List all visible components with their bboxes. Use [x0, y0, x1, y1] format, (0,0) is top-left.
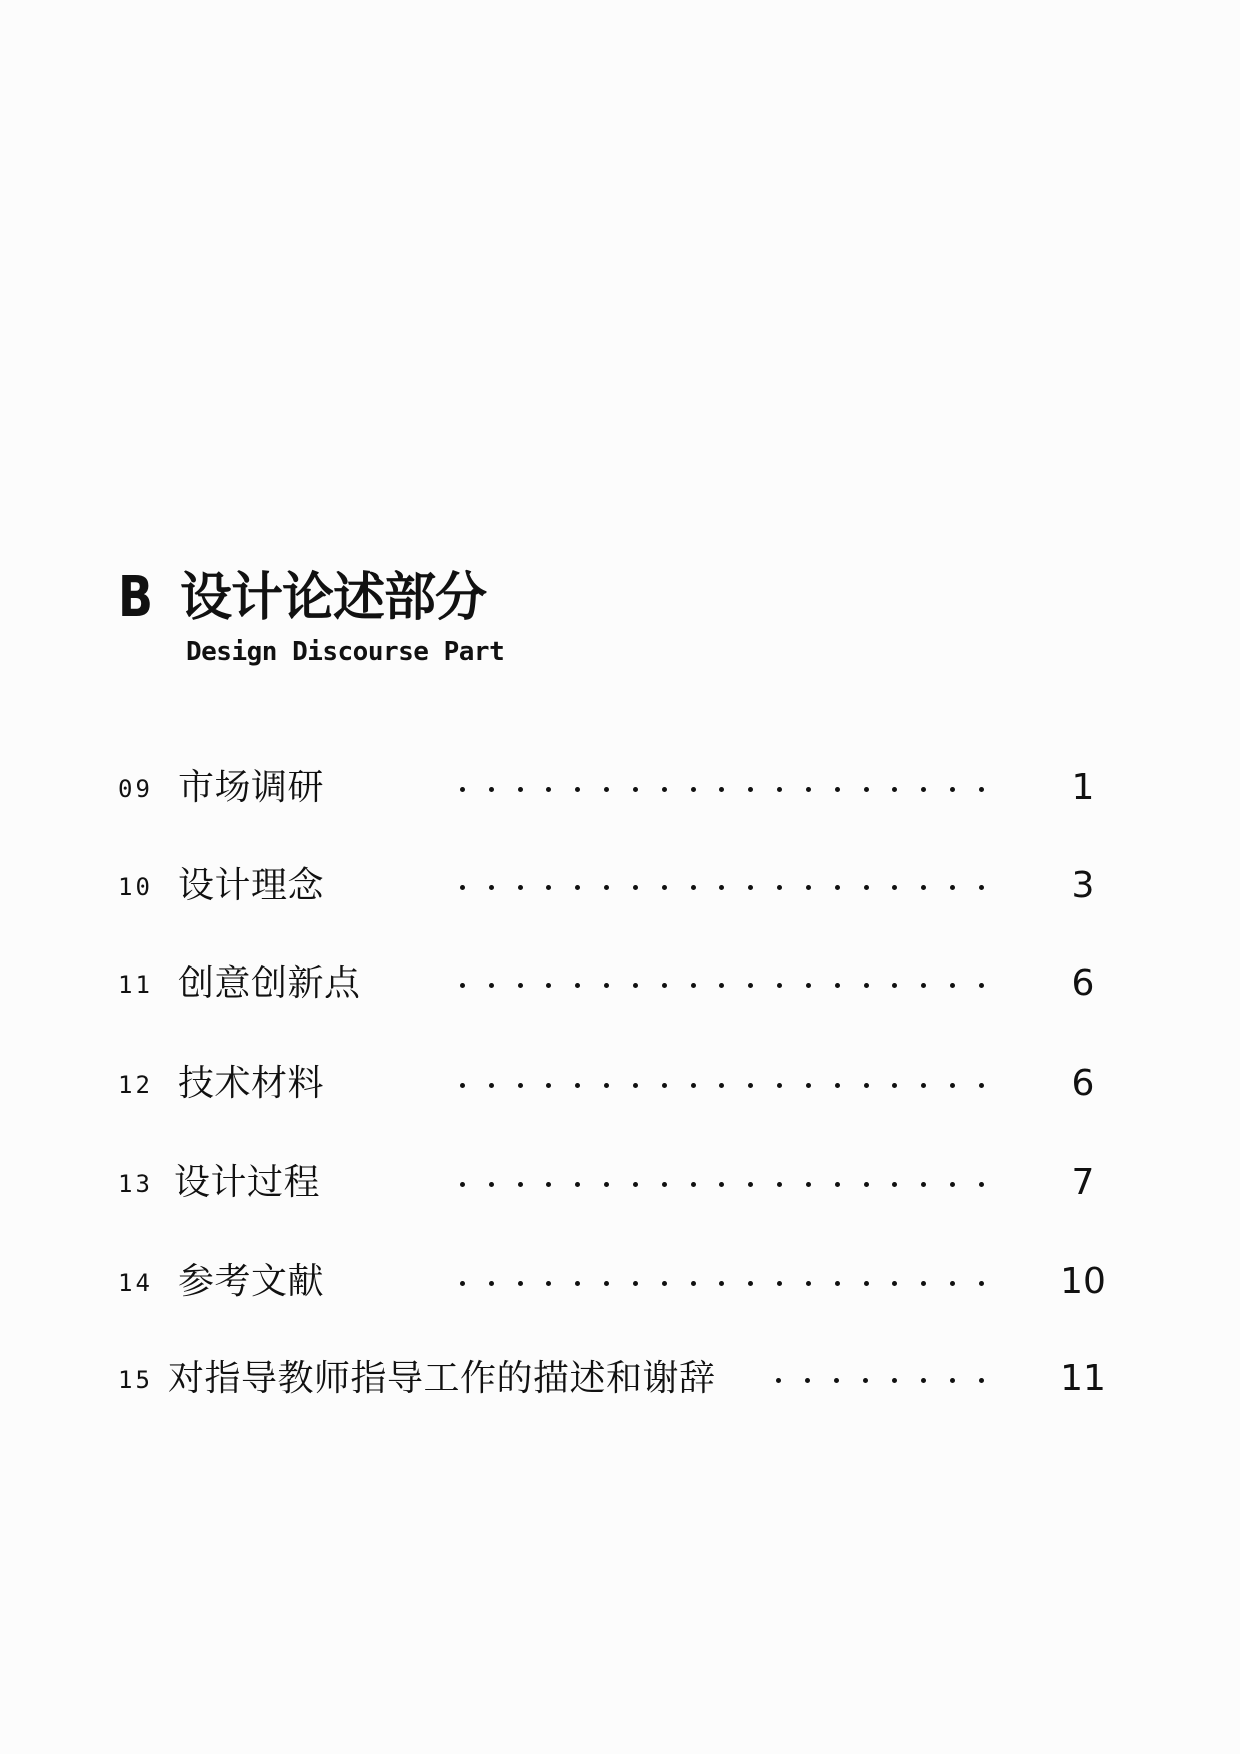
- section-letter: B: [118, 565, 154, 630]
- leader-dot: [979, 1378, 984, 1383]
- leader-dot: [979, 1281, 984, 1286]
- leader-dot: [777, 1281, 782, 1286]
- leader-dot: [748, 1182, 753, 1187]
- leader-dot: [979, 983, 984, 988]
- leader-dot: [546, 1281, 551, 1286]
- leader-dot: [662, 983, 667, 988]
- toc-row[interactable]: [118, 1055, 1128, 1115]
- leader-dot: [575, 1281, 580, 1286]
- leader-dot: [691, 787, 696, 792]
- toc-title: 创意创新点: [178, 963, 361, 1004]
- leader-dot: [633, 787, 638, 792]
- leader-dot: [518, 983, 523, 988]
- leader-dot: [805, 1378, 810, 1383]
- leader-dot: [546, 885, 551, 890]
- leader-dot: [892, 1281, 897, 1286]
- leader-dot: [604, 885, 609, 890]
- leader-dot: [921, 787, 926, 792]
- leader-dot: [546, 983, 551, 988]
- leader-dot: [806, 1182, 811, 1187]
- leader-dot: [892, 1083, 897, 1088]
- leader-dot: [835, 787, 840, 792]
- leader-dot: [489, 983, 494, 988]
- leader-dot: [921, 1083, 926, 1088]
- leader-dot: [460, 1281, 465, 1286]
- toc-page-number: 1: [1071, 767, 1095, 808]
- leader-dot: [835, 983, 840, 988]
- toc-page-number: 6: [1071, 963, 1095, 1004]
- leader-dot: [662, 1182, 667, 1187]
- leader-dot: [719, 1281, 724, 1286]
- leader-dot: [719, 1182, 724, 1187]
- leader-dot: [719, 1083, 724, 1088]
- toc-leader-dots: [776, 1360, 984, 1400]
- leader-dot: [575, 787, 580, 792]
- toc-title: 设计理念: [178, 865, 325, 906]
- leader-dot: [806, 1281, 811, 1286]
- leader-dot: [835, 885, 840, 890]
- leader-dot: [662, 885, 667, 890]
- leader-dot: [777, 787, 782, 792]
- leader-dot: [835, 1083, 840, 1088]
- leader-dot: [460, 885, 465, 890]
- toc-page-number: 11: [1060, 1358, 1106, 1399]
- leader-dot: [921, 1182, 926, 1187]
- leader-dot: [979, 1083, 984, 1088]
- leader-dot: [691, 885, 696, 890]
- leader-dot: [518, 1281, 523, 1286]
- toc-leader-dots: [460, 1164, 984, 1204]
- toc-row[interactable]: [118, 1253, 1128, 1313]
- leader-dot: [662, 1281, 667, 1286]
- leader-dot: [950, 1182, 955, 1187]
- toc-number: 14: [118, 1269, 153, 1297]
- leader-dot: [662, 787, 667, 792]
- leader-dot: [575, 885, 580, 890]
- toc-number: 15: [118, 1366, 153, 1394]
- leader-dot: [921, 1378, 926, 1383]
- toc-title: 参考文献: [178, 1261, 325, 1302]
- table-of-contents: [118, 0, 1128, 1754]
- toc-row[interactable]: [118, 955, 1128, 1015]
- leader-dot: [979, 885, 984, 890]
- leader-dot: [691, 1083, 696, 1088]
- leader-dot: [806, 983, 811, 988]
- leader-dot: [546, 1182, 551, 1187]
- toc-leader-dots: [460, 965, 984, 1005]
- leader-dot: [633, 983, 638, 988]
- leader-dot: [489, 787, 494, 792]
- toc-number: 12: [118, 1071, 153, 1099]
- leader-dot: [950, 885, 955, 890]
- leader-dot: [604, 787, 609, 792]
- leader-dot: [460, 1182, 465, 1187]
- leader-dot: [777, 983, 782, 988]
- leader-dot: [892, 787, 897, 792]
- leader-dot: [950, 787, 955, 792]
- section-title: 设计论述部分: [180, 568, 487, 628]
- leader-dot: [633, 1083, 638, 1088]
- toc-number: 09: [118, 775, 153, 803]
- leader-dot: [892, 1182, 897, 1187]
- leader-dot: [633, 1182, 638, 1187]
- leader-dot: [748, 787, 753, 792]
- leader-dot: [921, 983, 926, 988]
- leader-dot: [748, 1281, 753, 1286]
- section-subtitle: Design Discourse Part: [186, 637, 505, 667]
- leader-dot: [864, 787, 869, 792]
- leader-dot: [777, 885, 782, 890]
- toc-leader-dots: [460, 769, 984, 809]
- leader-dot: [691, 1182, 696, 1187]
- leader-dot: [489, 885, 494, 890]
- leader-dot: [518, 1083, 523, 1088]
- leader-dot: [604, 1281, 609, 1286]
- leader-dot: [777, 1083, 782, 1088]
- toc-title: 对指导教师指导工作的描述和谢辞: [168, 1358, 716, 1399]
- toc-row[interactable]: [118, 1350, 1128, 1410]
- leader-dot: [748, 885, 753, 890]
- leader-dot: [489, 1083, 494, 1088]
- leader-dot: [662, 1083, 667, 1088]
- leader-dot: [604, 983, 609, 988]
- leader-dot: [834, 1378, 839, 1383]
- toc-row[interactable]: [118, 1154, 1128, 1214]
- toc-page-number: 10: [1060, 1261, 1106, 1302]
- leader-dot: [835, 1182, 840, 1187]
- leader-dot: [835, 1281, 840, 1286]
- leader-dot: [691, 983, 696, 988]
- leader-dot: [489, 1281, 494, 1286]
- leader-dot: [863, 1378, 868, 1383]
- leader-dot: [460, 787, 465, 792]
- leader-dot: [921, 885, 926, 890]
- toc-leader-dots: [460, 1263, 984, 1303]
- leader-dot: [892, 1378, 897, 1383]
- toc-number: 10: [118, 873, 153, 901]
- leader-dot: [979, 787, 984, 792]
- toc-title: 技术材料: [178, 1063, 325, 1104]
- leader-dot: [719, 787, 724, 792]
- leader-dot: [892, 885, 897, 890]
- leader-dot: [518, 1182, 523, 1187]
- leader-dot: [633, 1281, 638, 1286]
- leader-dot: [748, 1083, 753, 1088]
- toc-leader-dots: [460, 1065, 984, 1105]
- leader-dot: [719, 983, 724, 988]
- leader-dot: [604, 1083, 609, 1088]
- toc-page-number: 3: [1071, 865, 1095, 906]
- leader-dot: [864, 1182, 869, 1187]
- toc-page-number: 7: [1071, 1162, 1095, 1203]
- leader-dot: [979, 1182, 984, 1187]
- leader-dot: [950, 1083, 955, 1088]
- toc-page-number: 6: [1071, 1063, 1095, 1104]
- leader-dot: [518, 787, 523, 792]
- leader-dot: [864, 1083, 869, 1088]
- leader-dot: [921, 1281, 926, 1286]
- leader-dot: [633, 885, 638, 890]
- leader-dot: [460, 1083, 465, 1088]
- leader-dot: [950, 1281, 955, 1286]
- toc-title: 设计过程: [174, 1162, 321, 1203]
- leader-dot: [575, 1083, 580, 1088]
- leader-dot: [518, 885, 523, 890]
- toc-row[interactable]: [118, 759, 1128, 819]
- leader-dot: [546, 787, 551, 792]
- leader-dot: [892, 983, 897, 988]
- leader-dot: [950, 983, 955, 988]
- leader-dot: [691, 1281, 696, 1286]
- toc-number: 13: [118, 1170, 153, 1198]
- leader-dot: [864, 1281, 869, 1286]
- leader-dot: [460, 983, 465, 988]
- leader-dot: [546, 1083, 551, 1088]
- leader-dot: [575, 983, 580, 988]
- toc-row[interactable]: [118, 857, 1128, 917]
- leader-dot: [806, 787, 811, 792]
- leader-dot: [748, 983, 753, 988]
- leader-dot: [719, 885, 724, 890]
- leader-dot: [575, 1182, 580, 1187]
- leader-dot: [806, 885, 811, 890]
- leader-dot: [777, 1182, 782, 1187]
- leader-dot: [806, 1083, 811, 1088]
- leader-dot: [950, 1378, 955, 1383]
- toc-leader-dots: [460, 867, 984, 907]
- toc-title: 市场调研: [178, 767, 325, 808]
- leader-dot: [864, 983, 869, 988]
- leader-dot: [776, 1378, 781, 1383]
- toc-number: 11: [118, 971, 153, 999]
- leader-dot: [864, 885, 869, 890]
- leader-dot: [489, 1182, 494, 1187]
- leader-dot: [604, 1182, 609, 1187]
